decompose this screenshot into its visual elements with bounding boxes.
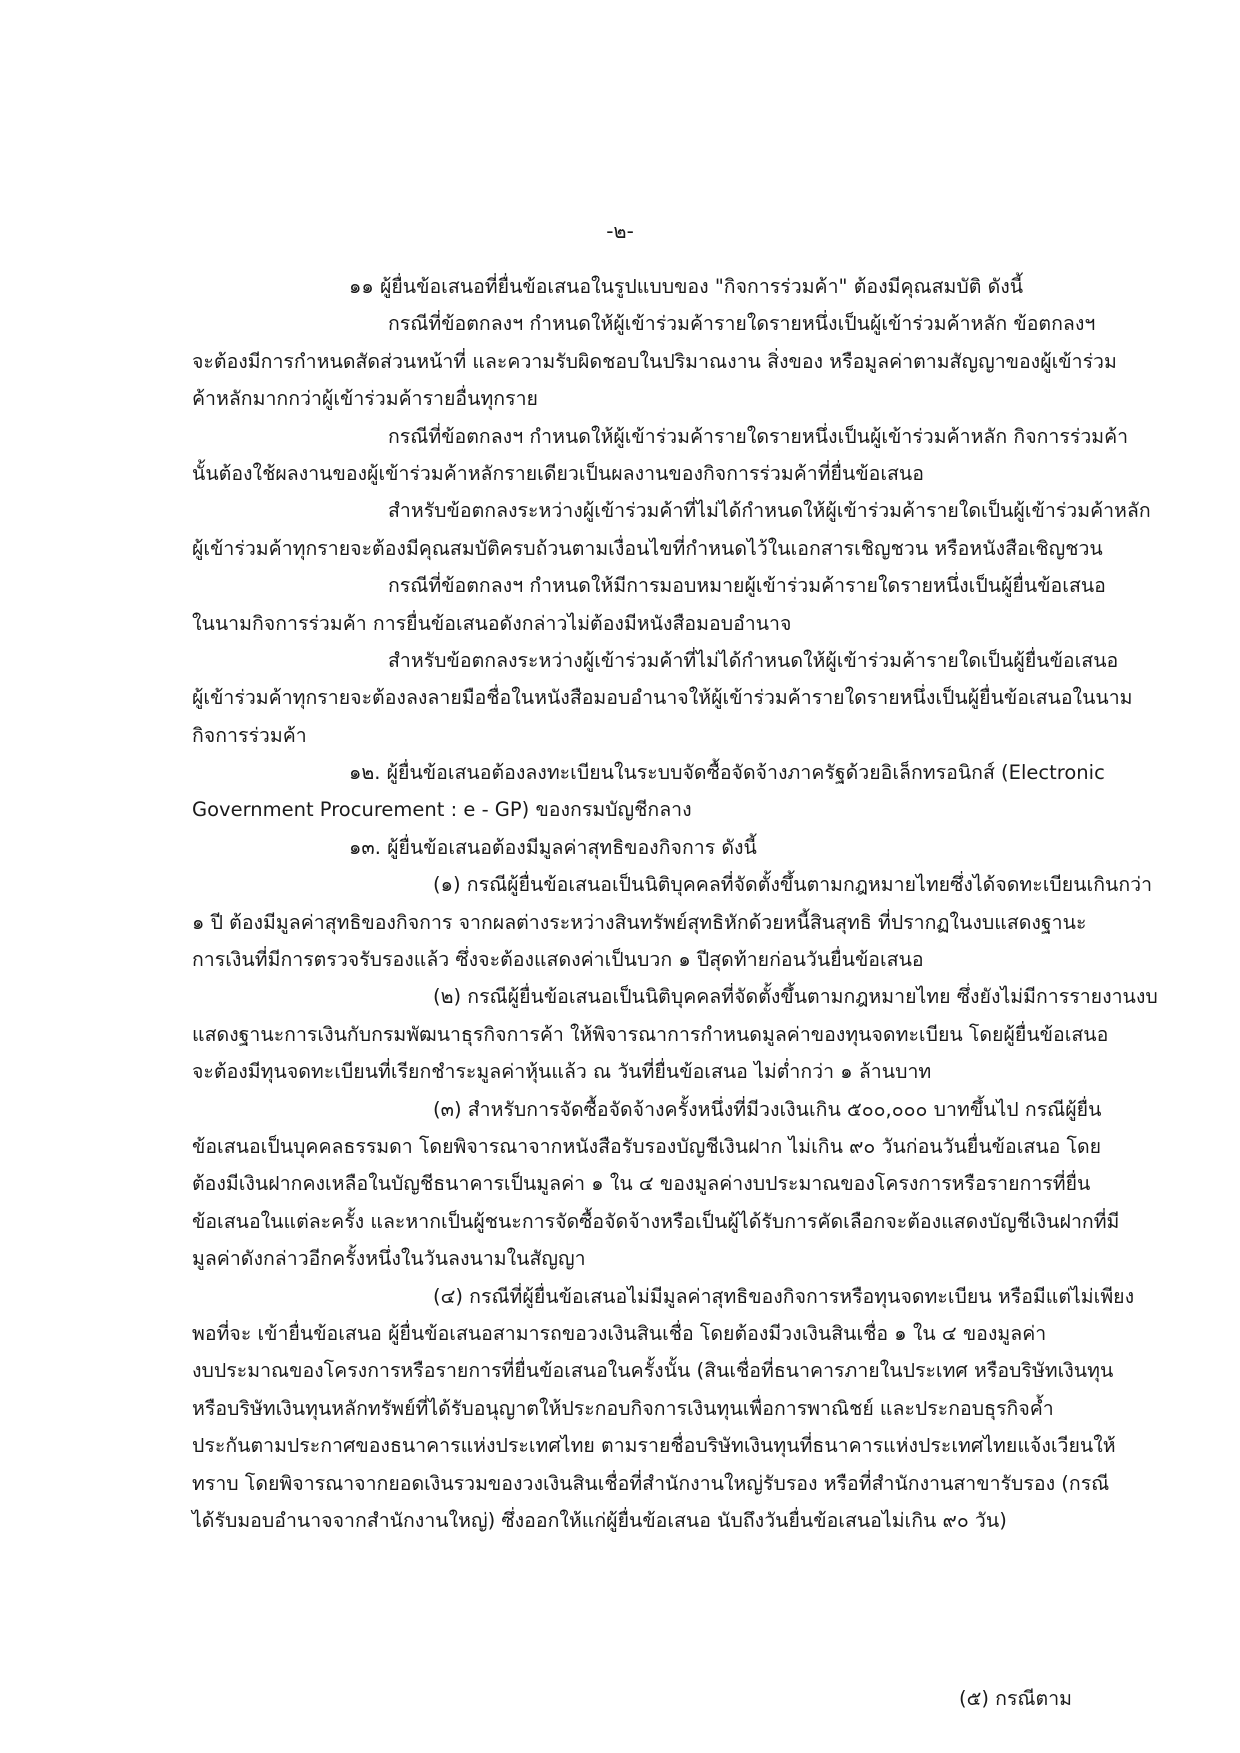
text-line: ผู้เข้าร่วมค้าทุกรายจะต้องลงลายมือชื่อในหนังสือมอบอำนาจให้ผู้เข้าร่วมค้ารายใดรายหนึ่งเป็นผู้ยื่นข้อเสนอในนาม xyxy=(192,686,1133,710)
text-line: งบประมาณของโครงการหรือรายการที่ยื่นข้อเสนอในครั้งนั้น (สินเชื่อที่ธนาคารภายในประเทศ หรือบริษัทเงินทุน xyxy=(192,1359,1114,1383)
text-line: ต้องมีเงินฝากคงเหลือในบัญชีธนาคารเป็นมูลค่า ๑ ใน ๔ ของมูลค่างบประมาณของโครงการหรือรายการที่ยื่น xyxy=(192,1172,1091,1196)
text-line: ประกันตามประกาศของธนาคารแห่งประเทศไทย ตามรายชื่อบริษัทเงินทุนที่ธนาคารแห่งประเทศไทยแจ้งเวียนให้ xyxy=(192,1434,1116,1458)
text-line: มูลค่าดังกล่าวอีกครั้งหนึ่งในวันลงนามในสัญญา xyxy=(192,1247,586,1271)
text-line: จะต้องมีการกำหนดสัดส่วนหน้าที่ และความรับผิดชอบในปริมาณงาน สิ่งของ หรือมูลค่าตามสัญญาของผู้เข้าร่วม xyxy=(192,349,1117,373)
text-line: ทราบ โดยพิจารณาจากยอดเงินรวมของวงเงินสินเชื่อที่สำนักงานใหญ่รับรอง หรือที่สำนักงานสาขารับรอง (กรณี xyxy=(192,1471,1110,1495)
text-line: พอที่จะ เข้ายื่นข้อเสนอ ผู้ยื่นข้อเสนอสามารถขอวงเงินสินเชื่อ โดยต้องมีวงเงินสินเชื่อ ๑ ใน ๔ ของมูลค่า xyxy=(192,1321,1047,1345)
text-line: กรณีที่ข้อตกลงฯ กำหนดให้ผู้เข้าร่วมค้ารายใดรายหนึ่งเป็นผู้เข้าร่วมค้าหลัก ข้อตกลงฯ xyxy=(388,312,1096,336)
text-line: กรณีที่ข้อตกลงฯ กำหนดให้ผู้เข้าร่วมค้ารายใดรายหนึ่งเป็นผู้เข้าร่วมค้าหลัก กิจการร่วมค้า xyxy=(388,424,1129,448)
text-line: กิจการร่วมค้า xyxy=(192,723,307,747)
text-line: กรณีที่ข้อตกลงฯ กำหนดให้มีการมอบหมายผู้เข้าร่วมค้ารายใดรายหนึ่งเป็นผู้ยื่นข้อเสนอ xyxy=(388,574,1106,598)
text-line: ข้อเสนอในแต่ละครั้ง และหากเป็นผู้ชนะการจัดซื้อจัดจ้างหรือเป็นผู้ได้รับการคัดเลือกจะต้องแสดงบัญชีเงินฝากที่มี xyxy=(192,1209,1120,1233)
text-line: (๑) กรณีผู้ยื่นข้อเสนอเป็นนิติบุคคลที่จัดตั้งขึ้นตามกฎหมายไทยซึ่งได้จดทะเบียนเกินกว่า xyxy=(433,873,1153,897)
text-line: สำหรับข้อตกลงระหว่างผู้เข้าร่วมค้าที่ไม่ได้กำหนดให้ผู้เข้าร่วมค้ารายใดเป็นผู้เข้าร่วมค้าหลัก xyxy=(388,499,1151,523)
text-line: ผู้เข้าร่วมค้าทุกรายจะต้องมีคุณสมบัติครบถ้วนตามเงื่อนไขที่กำหนดไว้ในเอกสารเชิญชวน หรือหนังสือเชิญชวน xyxy=(192,536,1103,560)
text-line: ในนามกิจการร่วมค้า การยื่นข้อเสนอดังกล่าวไม่ต้องมีหนังสือมอบอำนาจ xyxy=(192,611,792,635)
text-line: ๑๑ ผู้ยื่นข้อเสนอที่ยื่นข้อเสนอในรูปแบบของ "กิจการร่วมค้า" ต้องมีคุณสมบัติ ดังนี้ xyxy=(349,275,1024,298)
text-line: หรือบริษัทเงินทุนหลักทรัพย์ที่ได้รับอนุญาตให้ประกอบกิจการเงินทุนเพื่อการพาณิชย์ และประกอบธุรกิจค้ำ xyxy=(192,1396,1054,1420)
continuation-note: (๕) กรณีตาม xyxy=(958,1687,1072,1710)
text-line: ๑๒. ผู้ยื่นข้อเสนอต้องลงทะเบียนในระบบจัดซื้อจัดจ้างภาครัฐด้วยอิเล็กทรอนิกส์ (Electronic xyxy=(349,761,1105,785)
text-line: ได้รับมอบอำนาจจากสำนักงานใหญ่) ซึ่งออกให้แก่ผู้ยื่นข้อเสนอ นับถึงวันยื่นข้อเสนอไม่เกิน ๙๐ วัน) xyxy=(192,1508,1007,1532)
text-line: ๑๓. ผู้ยื่นข้อเสนอต้องมีมูลค่าสุทธิของกิจการ ดังนี้ xyxy=(349,835,757,859)
text-line: สำหรับข้อตกลงระหว่างผู้เข้าร่วมค้าที่ไม่ได้กำหนดให้ผู้เข้าร่วมค้ารายใดเป็นผู้ยื่นข้อเสนอ xyxy=(388,648,1119,672)
text-line: ค้าหลักมากกว่าผู้เข้าร่วมค้ารายอื่นทุกราย xyxy=(192,387,538,411)
document-body xyxy=(192,268,1158,1539)
text-line: จะต้องมีทุนจดทะเบียนที่เรียกชำระมูลค่าหุ้นแล้ว ณ วันที่ยื่นข้อเสนอ ไม่ต่ำกว่า ๑ ล้านบาท xyxy=(192,1060,932,1084)
text-line: ๑ ปี ต้องมีมูลค่าสุทธิของกิจการ จากผลต่างระหว่างสินทรัพย์สุทธิหักด้วยหนี้สินสุทธิ ที่ปรากฏในงบแสดงฐานะ xyxy=(192,910,1087,934)
text-line: (๓) สำหรับการจัดซื้อจัดจ้างครั้งหนึ่งที่มีวงเงินเกิน ๕๐๐,๐๐๐ บาทขึ้นไป กรณีผู้ยื่น xyxy=(433,1097,1102,1121)
text-line: แสดงฐานะการเงินกับกรมพัฒนาธุรกิจการค้า ให้พิจารณาการกำหนดมูลค่าของทุนจดทะเบียน โดยผู้ยื่นข้อเสนอ xyxy=(192,1022,1109,1046)
text-line: (๔) กรณีที่ผู้ยื่นข้อเสนอไม่มีมูลค่าสุทธิของกิจการหรือทุนจดทะเบียน หรือมีแต่ไม่เพียง xyxy=(433,1284,1135,1308)
page-number: -๒- xyxy=(606,219,634,243)
text-line: (๒) กรณีผู้ยื่นข้อเสนอเป็นนิติบุคคลที่จัดตั้งขึ้นตามกฎหมายไทย ซึ่งยังไม่มีการรายงานงบ xyxy=(433,985,1158,1009)
text-line: ข้อเสนอเป็นบุคคลธรรมดา โดยพิจารณาจากหนังสือรับรองบัญชีเงินฝาก ไม่เกิน ๙๐ วันก่อนวันยื่นข้อเสนอ โดย xyxy=(192,1134,1102,1158)
text-line: Government Procurement : e - GP) ของกรมบัญชีกลาง xyxy=(192,798,692,822)
text-line: การเงินที่มีการตรวจรับรองแล้ว ซึ่งจะต้องแสดงค่าเป็นบวก ๑ ปีสุดท้ายก่อนวันยื่นข้อเสนอ xyxy=(192,948,924,972)
text-line: นั้นต้องใช้ผลงานของผู้เข้าร่วมค้าหลักรายเดียวเป็นผลงานของกิจการร่วมค้าที่ยื่นข้อเสนอ xyxy=(192,461,924,485)
